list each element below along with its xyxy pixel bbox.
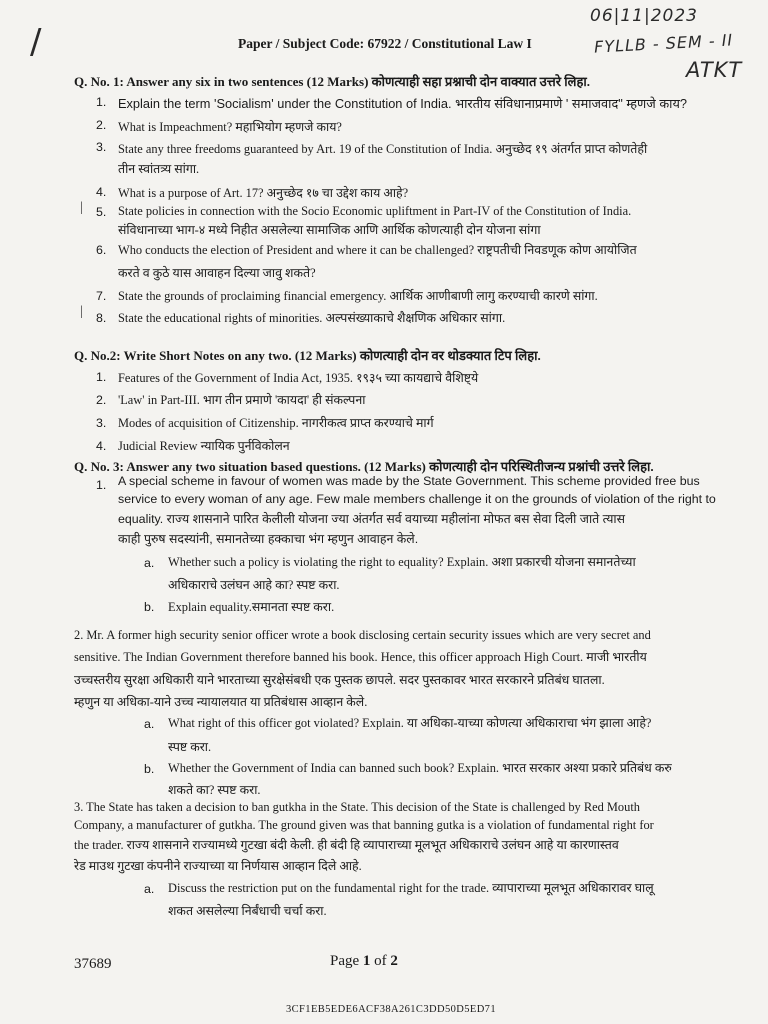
q1-item-number: 3. — [96, 140, 107, 154]
q1-heading: Q. No. 1: Answer any six in two sentences (12 Marks) कोणत्याही सहा प्रश्नाची दोन वाक्यात उत्तरे लिहा. — [74, 74, 590, 89]
q1-item-text: State policies in connection with the Socio Economic upliftment in Part-IV of the Constitution of India. — [118, 204, 632, 218]
q1-item-number: 2. — [96, 118, 107, 132]
q3-case2-sub-text: Whether the Government of India can banned such book? Explain. भारत सरकार अश्या प्रकारे प्रतिबंध करु — [168, 761, 672, 775]
q3-case3-text: the trader. राज्य शासनाने राज्यामध्ये गुटखा बंदी केली. ही बंदी हि व्यापाराच्या मूलभूत अधिकाराचे उलंघन आहे या कारणास्तव — [74, 838, 619, 852]
q1-item-text: Explain the term 'Socialism' under the Constitution of India. भारतीय संविधानाप्रमाणे ' समाजवाद" म्हणजे काय? — [118, 96, 688, 111]
page-current: 1 — [362, 953, 371, 969]
q1-item-text: संविधानाच्या भाग-४ मध्ये निहीत असलेल्या सामाजिक आणि आर्थिक कोणत्याही दोन योजना सांगा — [118, 223, 541, 237]
q3-case2-sub-label: a. — [144, 717, 155, 731]
q2-item-number: 2. — [96, 393, 107, 407]
document-code: 3CF1EB5EDE6ACF38A261C3DD50D5ED71 — [286, 1004, 496, 1015]
handwritten-semester: FYLLB - SEM - II — [593, 30, 734, 57]
q1-item-text: What is Impeachment? महाभियोग म्हणजे काय? — [118, 120, 342, 134]
q3-case1-number: 1. — [96, 478, 107, 492]
handwritten-atkt: ATKT — [686, 58, 743, 82]
q1-item-text: What is a purpose of Art. 17? अनुच्छेद १७ चा उद्देश काय आहे? — [118, 186, 409, 200]
q3-case1-text: equality. राज्य शासनाने पारित केलीली योजना ज्या अंतर्गत सर्व वयाच्या महीलांना मोफत बस सेवा दिली जाते त्यास — [118, 512, 626, 526]
q1-item-number: 6. — [96, 243, 107, 257]
q1-item-text: State any three freedoms guaranteed by Art. 19 of the Constitution of India. अनुच्छेद १९ अंतर्गत प्राप्त कोणतेही — [118, 142, 648, 156]
q3-case2-text: म्हणुन या अधिका-याने उच्च न्यायालयात या प्रतिबंधास आव्हान केले. — [74, 695, 368, 709]
q1-item-number: 1. — [96, 95, 107, 109]
page-prefix: Page — [330, 953, 363, 969]
q2-item-text: Modes of acquisition of Citizenship. नागरीकत्व प्राप्त करण्याचे मार्ग — [118, 416, 434, 430]
q3-case2-text: 2. Mr. A former high security senior officer wrote a book disclosing certain security issues which are very secret and — [74, 628, 651, 642]
q1-item-number: 8. — [96, 311, 107, 325]
q3-case2-sub-text: स्पष्ट करा. — [168, 740, 212, 754]
q1-item-text: State the educational rights of minorities. अल्पसंख्याकाचे शैक्षणिक अधिकार सांगा. — [118, 311, 506, 325]
margin-tick-mark: | — [80, 200, 83, 215]
q2-heading: Q. No.2: Write Short Notes on any two. (12 Marks) कोणत्याही दोन वर थोडक्यात टिप लिहा. — [74, 348, 541, 363]
q2-item-number: 3. — [96, 416, 107, 430]
q1-item-number: 4. — [96, 185, 107, 199]
q3-case2-text: उच्चस्तरीय सुरक्षा अधिकारी याने भारताच्या सुरक्षेसंबधी एक पुस्तक छापले. सदर पुस्तकावर भारत सरकारने प्रतिबंध घातला. — [74, 673, 605, 687]
q3-case1-sub-text: Explain equality.समानता स्पष्ट करा. — [168, 600, 335, 614]
q3-case1-text: काही पुरुष सदस्यांनी, समानतेच्या हक्काचा भंग म्हणुन आवाहन केले. — [118, 532, 419, 546]
q2-item-text: 'Law' in Part-III. भाग तीन प्रमाणे 'कायदा' ही संकल्पना — [118, 393, 366, 407]
q1-item-text: तीन स्वांतत्र्य सांगा. — [118, 162, 200, 176]
q3-case1-sub-text: Whether such a policy is violating the right to equality? Explain. अशा प्रकारची योजना समानतेच्या — [168, 555, 636, 569]
q2-item-text: Judicial Review न्यायिक पुर्नविकोलन — [118, 439, 290, 453]
q1-item-number: 5. — [96, 205, 107, 219]
q3-case1-sub-label: a. — [144, 556, 155, 570]
q3-case1-sub-label: b. — [144, 600, 155, 614]
q3-case3-text: Company, a manufacturer of gutkha. The ground given was that banning gutka is a violation of fundamental right for — [74, 818, 654, 832]
margin-tick-mark: | — [80, 304, 83, 319]
handwritten-margin-mark: / — [30, 22, 43, 62]
page-mid: of — [370, 953, 391, 969]
handwritten-date: 06|11|2023 — [590, 6, 698, 26]
q3-case3-sub-text: शकत असलेल्या निर्बंधाची चर्चा करा. — [168, 904, 327, 918]
page-indicator — [330, 953, 398, 970]
q3-case2-sub-text: What right of this officer got violated? Explain. या अधिका-याच्या कोणत्या अधिकाराचा भंग झाला आहे? — [168, 716, 652, 730]
paper-number: 37689 — [74, 956, 112, 972]
q3-case3-text: रेड माउथ गुटखा कंपनीने राज्याच्या या निर्णयास आव्हान दिले आहे. — [74, 859, 362, 873]
q2-item-number: 4. — [96, 439, 107, 453]
q3-case2-text: sensitive. The Indian Government therefore banned his book. Hence, this officer approach High Court. माजी भारतीय — [74, 650, 647, 664]
q2-item-text: Features of the Government of India Act, 1935. १९३५ च्या कायद्याचे वैशिष्ट्ये — [118, 371, 479, 385]
q3-case1-sub-text: अधिकाराचे उलंघन आहे का? स्पष्ट करा. — [168, 578, 340, 592]
paper-title: Paper / Subject Code: 67922 / Constitutional Law I — [238, 36, 532, 51]
q1-item-text: Who conducts the election of President and where it can be challenged? राष्ट्रपतीची निवडणूक कोण आयोजित — [118, 243, 637, 257]
q3-case3-text: 3. The State has taken a decision to ban gutkha in the State. This decision of the State is challenged by Red Mouth — [74, 800, 640, 814]
q2-item-number: 1. — [96, 370, 107, 384]
q3-case2-sub-text: शकते का? स्पष्ट करा. — [168, 783, 261, 797]
q1-item-text: State the grounds of proclaiming financial emergency. आर्थिक आणीबाणी लागु करण्याची कारणे सांगा. — [118, 289, 598, 303]
q3-case3-sub-text: Discuss the restriction put on the fundamental right for the trade. व्यापाराच्या मूलभूत अधिकारावर घालू — [168, 881, 654, 895]
q1-item-number: 7. — [96, 289, 107, 303]
q3-case1-text: service to every woman of any age. Few male members challenge it on the grounds of violation of the right to — [118, 492, 716, 506]
q3-case1-text: A special scheme in favour of women was made by the State Government. This scheme provided free bus — [118, 474, 700, 488]
q3-case2-sub-label: b. — [144, 762, 155, 776]
q3-heading: Q. No. 3: Answer any two situation based questions. (12 Marks) कोणत्याही दोन परिस्थितीजन्य प्रश्नांची उत्तरे लिहा. — [74, 459, 654, 474]
page-total: 2 — [390, 953, 398, 969]
q1-item-text: करते व कुठे यास आवाहन दिल्या जावु शकते? — [118, 266, 316, 280]
q3-case3-sub-label: a. — [144, 882, 155, 896]
